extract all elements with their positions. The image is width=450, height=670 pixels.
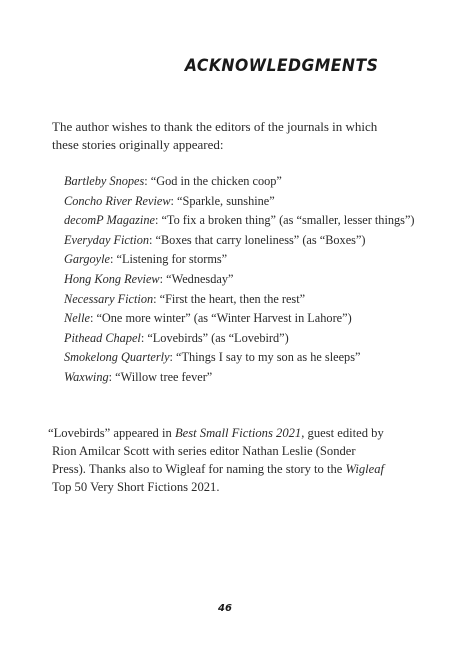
list-item [64,270,404,290]
story-credit: : “Things I say to my son as he sleeps” [169,350,361,365]
list-item [64,192,404,212]
closing-text: Top 50 Very Short Fictions 2021. [52,480,220,494]
list-item [64,231,404,251]
list-item [64,329,404,349]
list-item [64,368,404,388]
journal-name: decomP Magazine [64,213,155,228]
list-item [64,250,404,270]
list-item [64,172,404,192]
story-credit: : “To fix a broken thing” (as “smaller, lesser things”) [154,213,415,228]
intro-paragraph: The author wishes to thank the editors of the journals in which these stories originally appeared: [52,119,378,152]
closing-paragraph [48,424,388,496]
page-heading: ACKNOWLEDGMENTS [184,56,378,76]
list-item [64,211,415,231]
story-credit: : “God in the chicken coop” [144,174,282,188]
journal-name: Smokelong Quarterly [64,350,170,365]
list-item [64,348,404,368]
closing-text: , guest edited by Rion Amilcar Scott with series editor Nathan Leslie (Sonder Press). Thanks also to Wigleaf for naming the story to the [52,426,384,476]
story-credit: : “First the heart, then the rest” [153,291,306,306]
journal-name: Pithead Chapel [64,330,141,345]
story-credit: : “Boxes that carry loneliness” (as “Boxes”) [149,232,366,247]
list-item [64,309,404,329]
page-number: 46 [218,603,232,614]
journal-name: Gargoyle [64,252,110,267]
acknowledgments-list [64,172,415,388]
story-credit: : “Listening for storms” [110,252,228,267]
book-title: Best Small Fictions 2021 [174,426,302,440]
story-credit: : “Willow tree fever” [108,369,213,384]
journal-name: Hong Kong Review [64,271,160,286]
story-credit: : “Sparkle, sunshine” [170,193,275,208]
magazine-title: Wigleaf [345,462,385,476]
journal-name: Concho River Review [64,193,171,208]
list-item [64,290,404,310]
story-credit: : “Wednesday” [159,271,234,286]
journal-name: Nelle [64,311,90,326]
journal-name: Waxwing [64,369,109,384]
journal-name: Necessary Fiction [64,291,154,306]
story-credit: : “Lovebirds” (as “Lovebird”) [140,330,289,345]
closing-text: “Lovebirds” appeared in [48,426,175,440]
story-credit: : “One more winter” (as “Winter Harvest in Lahore”) [89,311,352,326]
journal-name: Everyday Fiction [64,232,150,247]
journal-name: Bartleby Snopes [64,174,145,188]
